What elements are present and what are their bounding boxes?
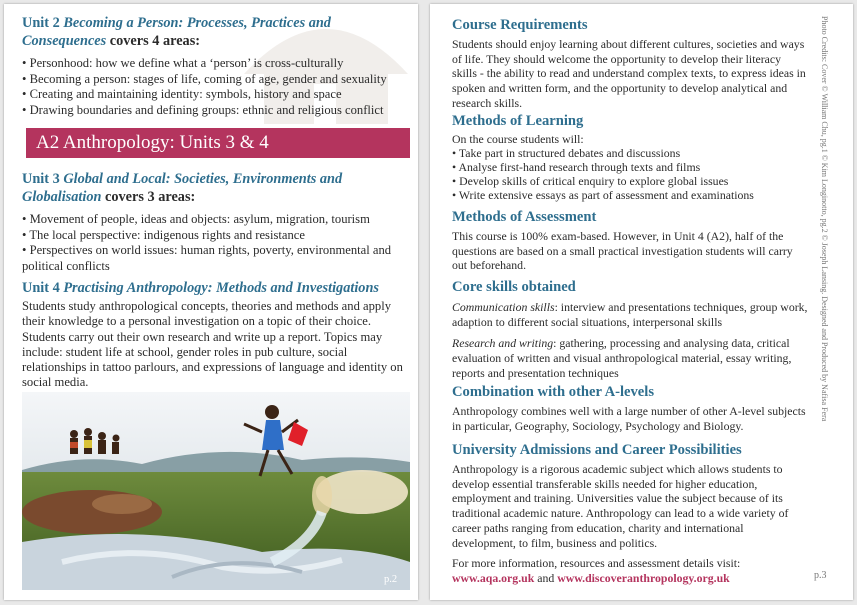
research-writing-text: Research and writing: gathering, processing and analysing data, critical evaluation of written and visual anthropological material, essay writing, reports and presentation techniques — [452, 336, 792, 380]
core-skills-section — [452, 278, 808, 381]
a2-banner: A2 Anthropology: Units 3 & 4 — [26, 128, 410, 158]
section-heading: Course Requirements — [452, 17, 588, 33]
list-item: • Take part in structured debates and discussions — [452, 147, 808, 161]
unit3-heading: Unit 3 Global and Local: Societies, Environments and Globalisation covers 3 areas: — [22, 171, 343, 205]
aqa-link[interactable]: www.aqa.org.uk — [452, 570, 535, 585]
section-heading: Methods of Assessment — [452, 209, 597, 225]
page-number-right: p.3 — [814, 570, 827, 581]
list-item: • Personhood: how we define what a ‘person’ is cross-culturally — [22, 56, 410, 72]
learning-bullets — [452, 147, 808, 203]
unit2-bullets — [22, 56, 410, 118]
more-info-text: For more information, resources and assessment details visit: — [452, 556, 741, 571]
course-requirements-section — [452, 16, 808, 111]
combination-section — [452, 383, 808, 433]
section-text: This course is 100% exam-based. However, in Unit 4 (A2), half of the questions are based on a small practical investigation students will carry out beforehand. — [452, 229, 793, 273]
list-item: • Movement of people, ideas and objects: asylum, migration, tourism — [22, 212, 410, 228]
unit4-section — [22, 279, 410, 391]
page-number-left: p.2 — [384, 574, 398, 585]
links-line: www.aqa.org.uk and www.discoveranthropology.org.uk — [452, 570, 730, 585]
unit3-bullets — [22, 212, 410, 274]
list-item: • Becoming a person: stages of life, coming of age, gender and sexuality — [22, 72, 410, 88]
list-item: • Analyse first-hand research through texts and films — [452, 161, 808, 175]
list-item: • Develop skills of critical enquiry to explore global issues — [452, 175, 808, 189]
section-intro: On the course students will: — [452, 132, 584, 146]
university-section — [452, 441, 808, 586]
section-text: Anthropology is a rigorous academic subject which allows students to develop essential transferable skills needed for higher education, employment and training. Universities value the subject because of its traditional academic nature. Anthropology can lead to a wide variety of career paths ranging from education, charity and international development, to film, business and politics. — [452, 462, 789, 550]
methods-of-learning-section — [452, 112, 808, 203]
section-heading: Methods of Learning — [452, 113, 584, 129]
unit4-heading: Unit 4 Practising Anthropology: Methods and Investigations — [22, 280, 379, 296]
left-page — [4, 4, 418, 600]
section-heading: University Admissions and Career Possibilities — [452, 442, 742, 458]
list-item: • Perspectives on world issues: human rights, poverty, environmental and political conflicts — [22, 243, 410, 274]
discover-anthropology-link[interactable]: www.discoveranthropology.org.uk — [557, 570, 730, 585]
unit3-section — [22, 170, 410, 274]
photo-credits: Photo Credits: Cover © William Chu, pg.1 © Kim Longinotto, pg.2 © Joseph Lansing. Designed and Produced by Nafisa Fera — [820, 16, 829, 422]
list-item: • Creating and maintaining identity: symbols, history and space — [22, 87, 410, 103]
list-item: • The local perspective: indigenous rights and resistance — [22, 228, 410, 244]
unit2-heading: Unit 2 Becoming a Person: Processes, Practices and Consequences covers 4 areas: — [22, 15, 331, 49]
unit4-text: Students study anthropological concepts, theories and methods and apply their knowledge to a personal investigation on a topic of their choice. Students carry out their own research and write up a report. Topics may include: student life at school, gender roles in pub culture, social relationships in tattoo parlours, and expressions of language and identity on social media. — [22, 299, 403, 390]
section-text: Anthropology combines well with a large number of other A-level subjects in particular, Geography, Sociology, Psychology and Biology. — [452, 404, 806, 433]
children-playing-photo — [22, 392, 410, 590]
list-item: • Drawing boundaries and defining groups: ethnic and religious conflict — [22, 103, 410, 119]
section-heading: Core skills obtained — [452, 279, 576, 295]
methods-of-assessment-section — [452, 208, 808, 273]
list-item: • Write extensive essays as part of assessment and examinations — [452, 189, 808, 203]
unit2-section — [22, 14, 410, 118]
right-page — [430, 4, 853, 600]
section-heading: Combination with other A-levels — [452, 384, 655, 400]
section-text: Students should enjoy learning about different cultures, societies and ways of life. They should welcome the opportunity to develop their literacy skills - the ability to read and understand complex texts, to express ideas in spoken and written form, and the opportunity to develop analytical and research skills. — [452, 37, 806, 110]
communication-skills-text: Communication skills: interview and presentations techniques, group work, adaption to different social situations, interpersonal skills — [452, 300, 808, 329]
